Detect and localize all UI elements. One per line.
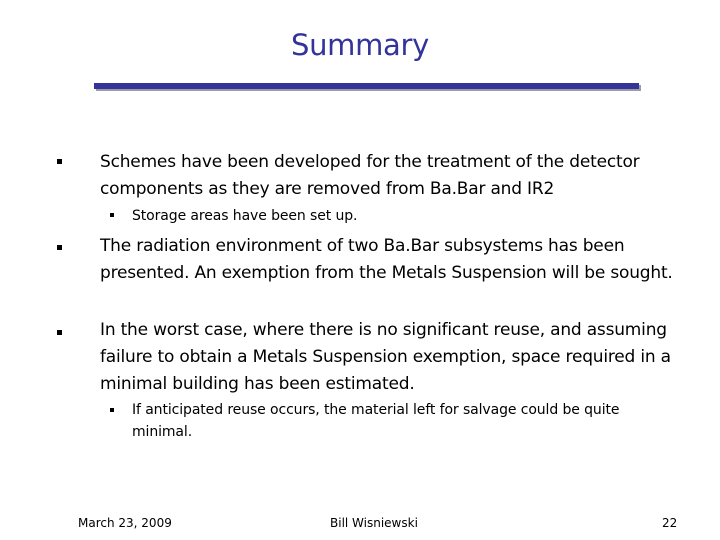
title-underline-rule — [94, 83, 639, 89]
footer-author: Bill Wisniewski — [330, 516, 418, 530]
sub-bullet-marker — [110, 213, 114, 217]
sub-bullet-text: If anticipated reuse occurs, the material left for salvage could be quite minimal. — [132, 402, 620, 440]
footer-date: March 23, 2009 — [78, 516, 172, 530]
bullet-text: The radiation environment of two Ba.Bar subsystems has been presented. An exemption from the Metals Suspension will be sought. — [100, 236, 673, 283]
bullet-marker — [57, 245, 62, 250]
sub-bullet-marker — [110, 408, 114, 412]
sub-bullet-text: Storage areas have been set up. — [132, 208, 358, 224]
bullet-text: In the worst case, where there is no significant reuse, and assuming failure to obtain a Metals Suspension exemption, space required in a minimal building has been estimated. — [100, 320, 671, 394]
bullet-text: Schemes have been developed for the treatment of the detector components as they are removed from Ba.Bar and IR2 — [100, 152, 640, 199]
bullet-marker — [57, 330, 62, 335]
footer-page-number: 22 — [662, 516, 678, 530]
bullet-marker — [57, 159, 62, 164]
slide-title: Summary — [290, 28, 430, 62]
